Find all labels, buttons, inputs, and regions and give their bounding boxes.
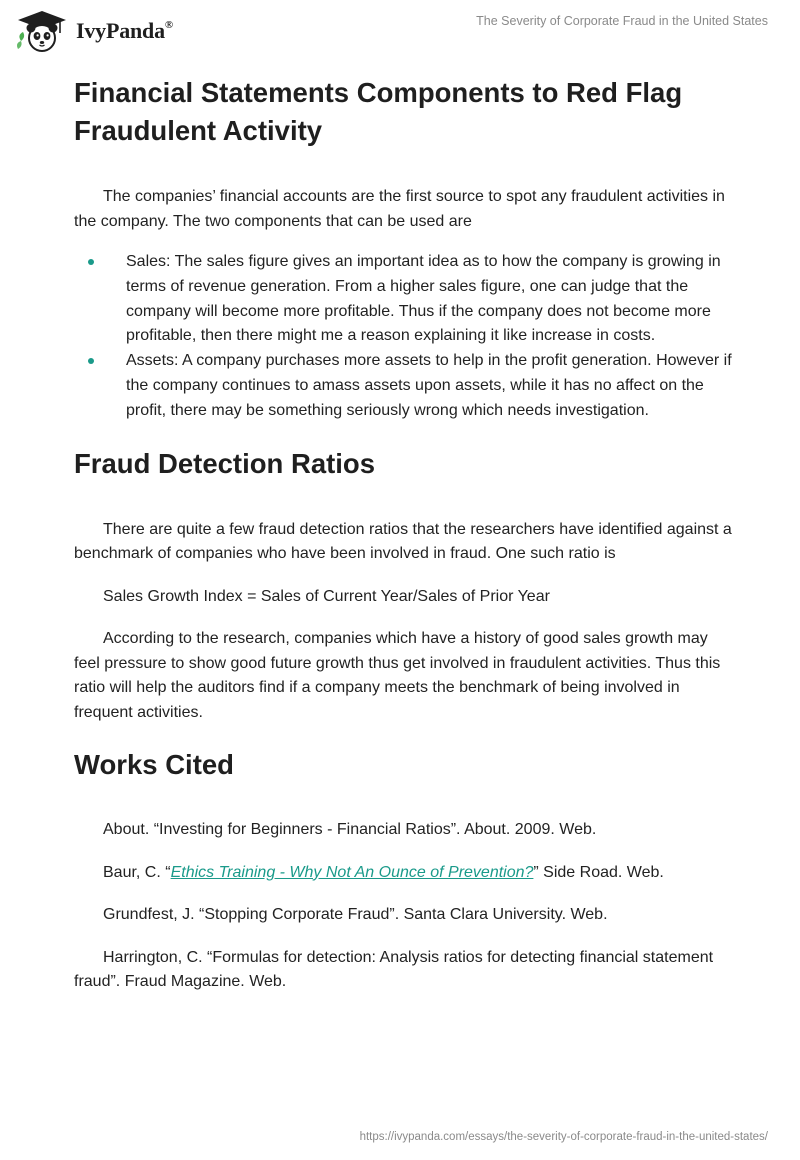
source-url[interactable]: https://ivypanda.com/essays/the-severity-of-corporate-fraud-in-the-united-states/ [359,1131,768,1143]
citation-link[interactable]: Ethics Training - Why Not An Ounce of Prevention? [170,863,534,881]
paragraph-ratios-intro: There are quite a few fraud detection ratios that the researchers have identified against a benchmark of companies who have been involved in fraud. One such ratio is [74,520,732,563]
section-heading-fraud-ratios: Fraud Detection Ratios [74,447,376,479]
components-list [74,250,734,424]
bullet-icon [88,259,94,265]
citation-item: Harrington, C. “Formulas for detection: Analysis ratios for detecting financial statement fraud”. Fraud Magazine. Web. [74,948,714,991]
brand-name: IvyPanda® [76,18,173,43]
essay-body [74,72,734,995]
formula-text: Sales Growth Index = Sales of Current Year/Sales of Prior Year [103,587,550,605]
ivypanda-logo[interactable] [14,9,173,53]
paragraph-research: According to the research, companies which have a history of good sales growth may feel pressure to show good future growth thus get involved in fraudulent activities. Thus this ratio will help the auditors find if a company meets the benchmark of being involved in frequent activities. [74,630,721,721]
citation-item: About. “Investing for Beginners - Financial Ratios”. About. 2009. Web. [103,821,597,839]
citation-item: Baur, C. “Ethics Training - Why Not An Ounce of Prevention?” Side Road. Web. [103,863,664,881]
citation-item: Grundfest, J. “Stopping Corporate Fraud”. Santa Clara University. Web. [103,906,608,924]
paragraph-intro: The companies’ financial accounts are the first source to spot any fraudulent activities in the company. The two components that can be used are [74,188,725,230]
panda-graduate-icon [14,9,70,53]
bullet-icon [88,358,94,364]
section-heading-financial-statements: Financial Statements Components to Red Flag Fraudulent Activity [74,77,683,146]
page-header [0,0,800,60]
list-item: Sales: The sales figure gives an important idea as to how the company is growing in terms of revenue generation. From a higher sales figure, one can judge that the company will become more profitable. Thus if the company does not become more profitable, then there might me a reason explaining it like increase in costs. [74,250,734,349]
section-heading-works-cited: Works Cited [74,749,234,781]
list-item: Assets: A company purchases more assets to help in the profit generation. However if the company continues to amass assets upon assets, while it has no affect on the profit, there may be something seriously wrong which needs investigation. [74,349,734,423]
document-title: The Severity of Corporate Fraud in the United States [476,14,768,28]
